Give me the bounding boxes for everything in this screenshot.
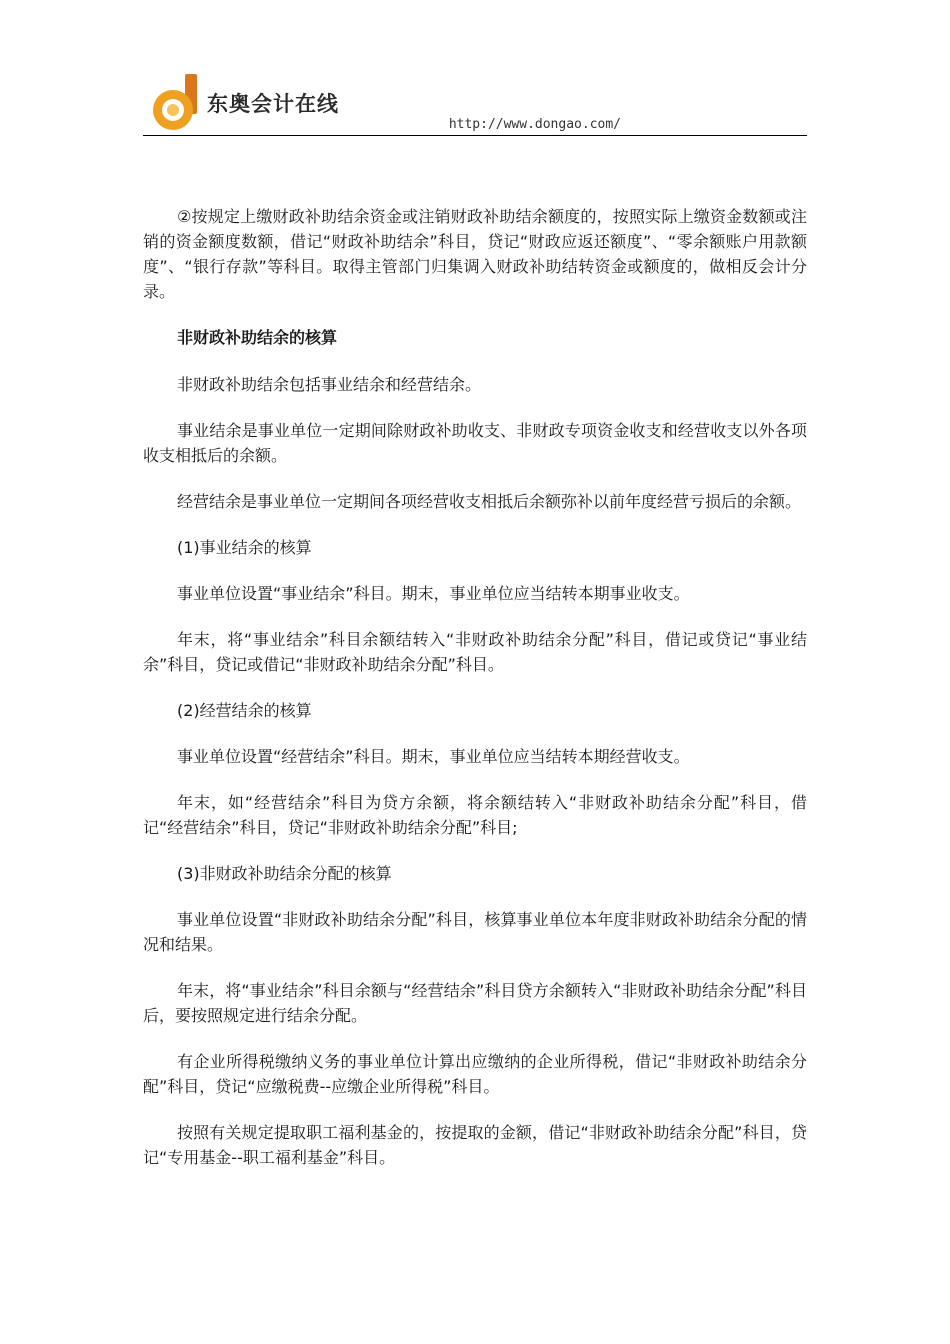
paragraph: 事业单位设置“事业结余”科目。期末，事业单位应当结转本期事业收支。 xyxy=(177,584,690,603)
dongao-logo-icon xyxy=(147,74,203,132)
dongao-logo[interactable] xyxy=(143,72,403,128)
paragraph: 经营结余是事业单位一定期间各项经营收支相抵后余额弥补以前年度经营亏损后的余额。 xyxy=(177,492,802,511)
site-url[interactable]: http://www.dongao.com/ xyxy=(448,117,621,132)
paragraph: 事业单位设置“经营结余”科目。期末，事业单位应当结转本期经营收支。 xyxy=(177,747,690,766)
subheading: (2)经营结余的核算 xyxy=(177,701,312,720)
paragraph: 年末，将“事业结余”科目余额结转入“非财政补助结余分配”科目，借记或贷记“事业结余”科目，贷记或借记“非财政补助结余分配”科目。 xyxy=(143,630,807,674)
paragraph: 非财政补助结余包括事业结余和经营结余。 xyxy=(177,375,482,394)
paragraph: 有企业所得税缴纳义务的事业单位计算出应缴纳的企业所得税，借记“非财政补助结余分配”科目，贷记“应缴税费--应缴企业所得税”科目。 xyxy=(143,1052,807,1096)
section-heading: 非财政补助结余的核算 xyxy=(177,328,338,347)
logo-text: 东奥会计在线 xyxy=(207,92,339,116)
paragraph: 年末，如“经营结余”科目为贷方余额，将余额结转入“非财政补助结余分配”科目，借记“经营结余”科目，贷记“非财政补助结余分配”科目; xyxy=(143,793,807,837)
header-divider xyxy=(143,135,807,136)
paragraph: 事业单位设置“非财政补助结余分配”科目，核算事业单位本年度非财政补助结余分配的情况和结果。 xyxy=(143,910,807,954)
document-body xyxy=(143,204,807,1191)
paragraph: ②按规定上缴财政补助结余资金或注销财政补助结余额度的，按照实际上缴资金数额或注销的资金额度数额，借记“财政补助结余”科目，贷记“财政应返还额度”、“零余额账户用款额度”、“银行存款”等科目。取得主管部门归集调入财政补助结转资金或额度的，做相反会计分录。 xyxy=(143,207,807,301)
paragraph: 年末，将“事业结余”科目余额与“经营结余”科目贷方余额转入“非财政补助结余分配”科目后，要按照规定进行结余分配。 xyxy=(143,981,807,1025)
paragraph: 按照有关规定提取职工福利基金的，按提取的金额，借记“非财政补助结余分配”科目，贷记“专用基金--职工福利基金”科目。 xyxy=(143,1123,807,1167)
page-header xyxy=(143,62,807,138)
paragraph: 事业结余是事业单位一定期间除财政补助收支、非财政专项资金收支和经营收支以外各项收支相抵后的余额。 xyxy=(143,421,807,465)
subheading: (3)非财政补助结余分配的核算 xyxy=(177,864,392,883)
subheading: (1)事业结余的核算 xyxy=(177,538,312,557)
